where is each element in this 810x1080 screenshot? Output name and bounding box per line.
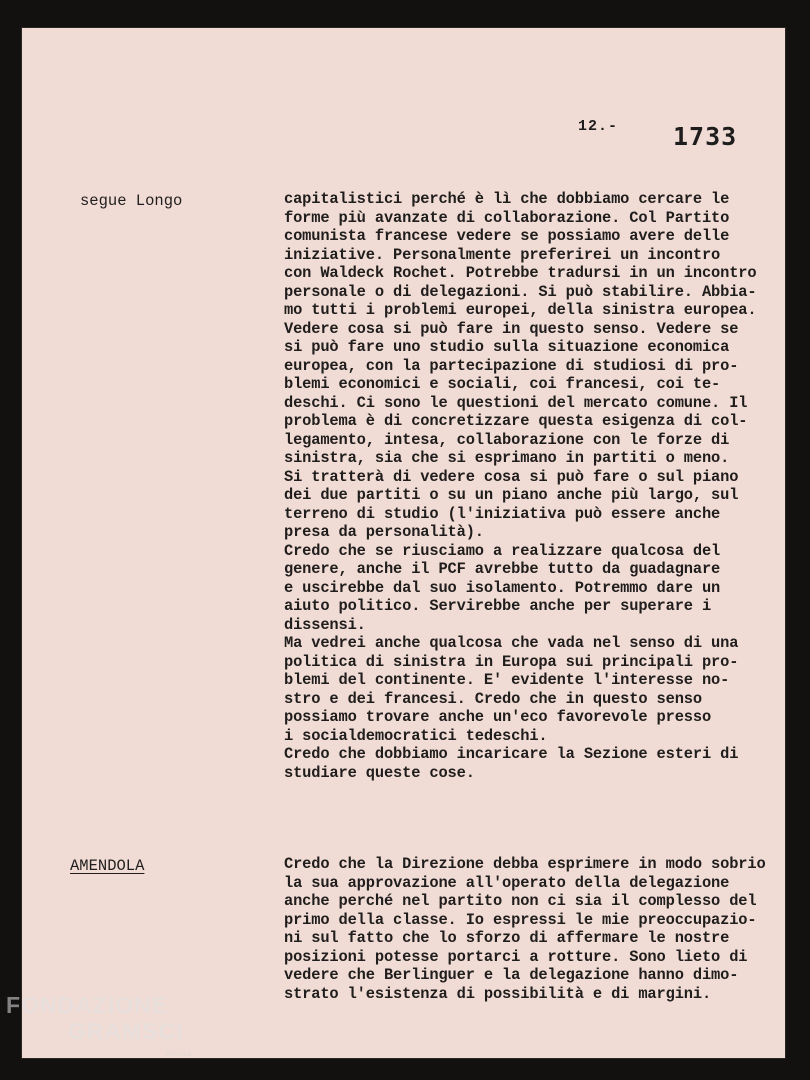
text-line: possiamo trovare anche un'eco favorevole presso [284,708,712,726]
page-number: 12.- [578,118,619,135]
text-line: primo della classe. Io espressi le mie preoccupazio- [284,910,757,929]
text-line: dei due partiti o su un piano anche più largo, sul [284,486,739,504]
text-line: anche perché nel partito non ci sia il complesso del [284,892,757,910]
text-line: mo tutti i problemi europei, della sinistra europea. [284,301,757,319]
text-line: problema è di concretizzare questa esigenza di col- [284,412,748,430]
fondazione-gramsci-watermark [6,990,206,1070]
text-line: Credo che dobbiamo incaricare la Sezione esteri di [284,745,739,763]
text-line: comunista francese vedere se possiamo avere delle [284,227,730,245]
text-line: sinistra, sia che si esprimano in partiti o meno. [284,449,730,467]
text-line: politica di sinistra in Europa sui principali pro- [284,652,739,671]
text-line: capitalistici perché è lì che dobbiamo cercare le [284,190,730,208]
text-line: iniziative. Personalmente preferirei un incontro [284,245,721,264]
speaker-amendola: AMENDOLA [70,857,145,875]
archive-number: 1733 [673,122,738,151]
text-line: con Waldeck Rochet. Potrebbe tradursi in un incontro [284,264,757,282]
text-line: Credo che la Direzione debba esprimere in modo sobrio [284,855,766,873]
text-line: forme più avanzate di collaborazione. Col Partito [284,208,730,227]
longo-text-block [284,190,784,782]
watermark-line-2: GRAMSCI [68,1018,184,1044]
text-line: Ma vedrei anche qualcosa che vada nel senso di una [284,634,739,652]
text-line: i socialdemocratici tedeschi. [284,726,548,745]
text-line: personale o di delegazioni. Si può stabilire. Abbia- [284,282,757,301]
text-line: genere, anche il PCF avrebbe tutto da guadagnare [284,560,721,578]
speaker-longo: segue Longo [80,192,183,210]
text-line: Vedere cosa si può fare in questo senso. Vedere se [284,319,739,338]
text-line: terreno di studio (l'iniziativa può essere anche [284,504,721,523]
text-line: dissensi. [284,615,366,634]
text-line: Credo che se riusciamo a realizzare qualcosa del [284,541,721,560]
text-line: la sua approvazione all'operato della delegazione [284,873,730,892]
text-line: studiare queste cose. [284,763,475,782]
text-line: vedere che Berlinguer e la delegazione hanno dimo- [284,966,739,984]
text-line: blemi del continente. E' evidente l'interesse no- [284,671,730,689]
text-line: Si tratterà di vedere cosa si può fare o sul piano [284,467,739,486]
watermark-line-3: onlus [166,1048,193,1058]
text-line: si può fare uno studio sulla situazione economica [284,338,730,356]
text-line: aiuto politico. Servirebbe anche per superare i [284,597,712,615]
text-line: deschi. Ci sono le questioni del mercato comune. Il [284,393,748,412]
text-line: ni sul fatto che lo sforzo di affermare le nostre [284,929,730,947]
text-line: presa da personalità). [284,523,484,541]
amendola-text-block [284,855,784,1003]
text-line: europea, con la partecipazione di studiosi di pro- [284,356,739,375]
watermark-line-1: FONDAZIONE [6,992,169,1018]
text-line: blemi economici e sociali, coi francesi, coi te- [284,375,721,393]
text-line: strato l'esistenza di possibilità e di margini. [284,984,712,1003]
text-line: e uscirebbe dal suo isolamento. Potremmo dare un [284,578,721,597]
text-line: legamento, intesa, collaborazione con le forze di [284,430,730,449]
text-line: posizioni potesse portarci a rotture. Sono lieto di [284,947,748,966]
text-line: stro e dei francesi. Credo che in questo senso [284,689,702,708]
